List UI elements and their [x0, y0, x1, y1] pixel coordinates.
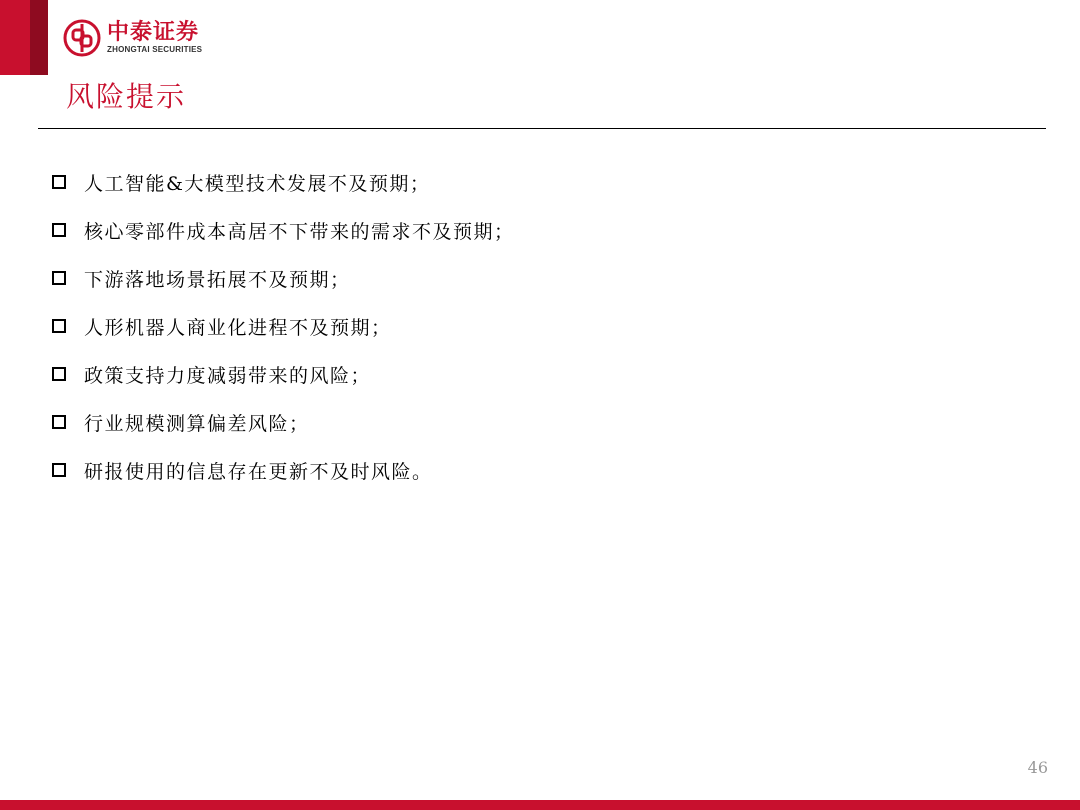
risk-text: 人工智能&大模型技术发展不及预期；	[84, 172, 431, 195]
zhongtai-logo-icon	[62, 18, 102, 58]
list-item	[52, 254, 515, 302]
page-number: 46	[1027, 758, 1048, 777]
risk-text: 政策支持力度减弱带来的风险；	[84, 364, 372, 387]
page-title: 风险提示	[66, 80, 187, 113]
risk-text: 下游落地场景拓展不及预期；	[84, 268, 351, 291]
square-bullet-icon	[52, 175, 66, 189]
corner-accent-bar	[0, 0, 30, 75]
square-bullet-icon	[52, 415, 66, 429]
square-bullet-icon	[52, 319, 66, 333]
brand-name-en: ZHONGTAI SECURITIES	[107, 45, 203, 54]
list-item	[52, 398, 515, 446]
list-item	[52, 350, 515, 398]
brand-logo	[62, 18, 202, 58]
square-bullet-icon	[52, 463, 66, 477]
brand-name-cn: 中泰证券	[107, 20, 200, 45]
risk-text: 研报使用的信息存在更新不及时风险。	[84, 460, 433, 483]
list-item	[52, 446, 515, 494]
list-item	[52, 158, 515, 206]
bottom-accent-bar	[0, 800, 1080, 810]
list-item	[52, 206, 515, 254]
risk-text: 人形机器人商业化进程不及预期；	[84, 316, 392, 339]
title-divider	[38, 128, 1046, 129]
square-bullet-icon	[52, 271, 66, 285]
risk-text: 核心零部件成本高居不下带来的需求不及预期；	[84, 220, 515, 243]
risk-text: 行业规模测算偏差风险；	[84, 412, 310, 435]
square-bullet-icon	[52, 223, 66, 237]
risk-list	[52, 158, 515, 494]
list-item	[52, 302, 515, 350]
square-bullet-icon	[52, 367, 66, 381]
